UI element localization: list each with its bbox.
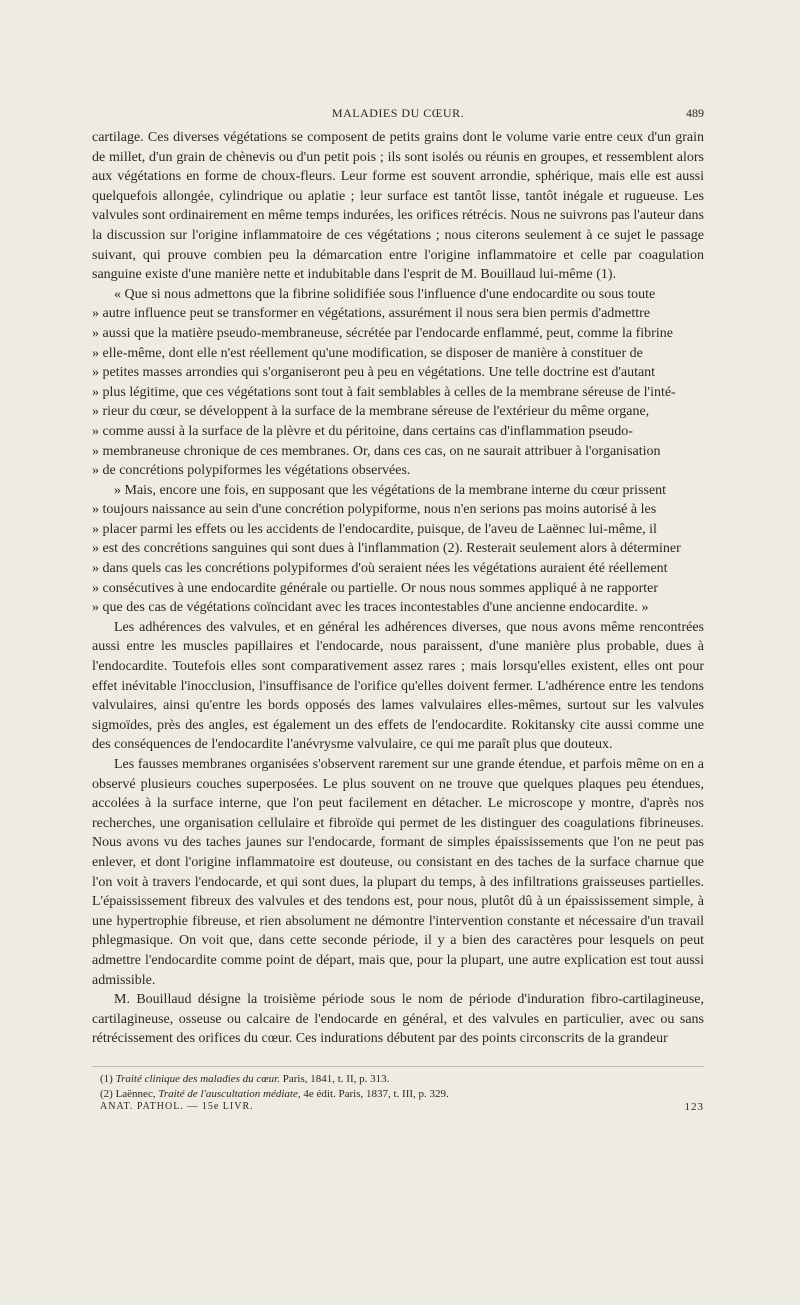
footnote-2: (2) Laënnec, Traité de l'auscultation médiate, 4e édit. Paris, 1837, t. III, p. 329. [100,1088,449,1100]
quote-line: » elle-même, dont elle n'est réellement qu'une modification, se disposer de manière à constituer de [92,345,643,361]
printer-signature [100,1101,704,1117]
paragraph-3: Les fausses membranes organisées s'observent rarement sur une grande étendue, et parfois même on en a observé plusieurs couches superposées. Le plus souvent on ne trouve que quelques plaques peu étendues, accolées à la surface interne, que l'on peut facilement en détacher. Le microscope y montre, d'après nos recherches, une organisation cellulaire et fibroïde qui permet de les distinguer des coagulations fibrineuses. Nous avons vu des taches jaunes sur l'endocarde, formant de simples épaississements que l'on ne peut pas enlever, et dont l'origine inflammatoire est douteuse, ou consistant en des taches de la surface charnue que l'on voit à travers l'endocarde, et qui sont dues, la plupart du temps, à des infiltrations graisseuses partielles. L'épaississement fibreux des valvules et des tendons est, pour nous, plutôt dû à un épaississement simple, à une hypertrophie fibreuse, et rien absolument ne démontre l'intervention constante et nécessaire d'un travail phlegmasique. On voit que, dans cette seconde période, il y a bien des caractères pour lesquels on peut admettre l'endocardite comme point de départ, mais que, pour la plupart, une autre explication est tout aussi admissible. [92,757,704,988]
quote-line: » aussi que la matière pseudo-membraneuse, sécrétée par l'endocarde enflammé, peut, comme la fibrine [92,325,673,341]
footnote-rule [92,1066,704,1067]
paragraph-2: Les adhérences des valvules, et en général les adhérences diverses, que nous avons même rencontrées aussi entre les muscles papillaires et l'endocarde, nous paraissent, d'une manière plus probable, dues à l'endocardite. Toutefois elles sont comparativement assez rares ; mais lorsqu'elles existent, elles ont pour effet inévitable l'inocclusion, l'insuffisance de l'orifice qu'elles doivent fermer. L'adhérence entre les tendons valvulaires, ainsi qu'entre les bords opposés des lames valvulaires elles-mêmes, surtout sur les valvules sigmoïdes, près des angles, est également un des effets de l'endocardite. Rokitansky cite aussi comme une des conséquences de l'endocardite l'anévrysme valvulaire, ce qui me paraît plus que douteux. [92,619,704,753]
paragraph-1: cartilage. Ces diverses végétations se composent de petits grains dont le volume varie entre ceux d'un grain de millet, d'un grain de chènevis ou d'un petit pois ; ils sont isolés ou réunis en groupes, et ressemblent alors aux végétations en forme de choux-fleurs. Leur forme est souvent arrondie, sphérique, mais elle est aussi quelquefois allongée, cylindrique ou aplatie ; leur surface est tantôt lisse, tantôt inégale et rugueuse. Les valvules sont ordinairement en même temps indurées, les orifices rétrécis. Nous ne suivrons pas l'auteur dans la discussion sur l'origine inflammatoire de ces végétations ; nous citerons seulement à ce sujet le passage suivant, qui prouve combien peu la démarcation entre l'origine inflammatoire et celle par coagulation sanguine existe d'une manière nette et indubitable dans l'esprit de M. Bouillaud lui-même (1). [92,130,704,283]
quote-line: » toujours naissance au sein d'une concrétion polypiforme, nous n'en serions pas moins autorisé à les [92,502,657,518]
quotation-1 [92,285,704,481]
footnotes [92,1072,704,1102]
quote-line: » autre influence peut se transformer en végétations, assurément il nous sera bien permis d'admettre [92,306,651,322]
quote-line: » comme aussi à la surface de la plèvre et du péritoine, dans certains cas d'inflammation pseudo- [92,423,633,439]
quote-line: » petites masses arrondies qui s'organiseront peu à peu en végétations. Une telle doctrine est d'autant [92,365,656,381]
footnote-1: (1) Traité clinique des maladies du cœur. Paris, 1841, t. II, p. 313. [100,1073,390,1085]
body-text [92,128,704,1049]
page-number: 489 [686,106,704,120]
quote-line: » est des concrétions sanguines qui sont dues à l'inflammation (2). Resterait seulement alors à déterminer [92,541,681,557]
sheet-number: 123 [684,1101,704,1113]
quote-line: » membraneuse chronique de ces membranes. Or, dans ces cas, on ne saurait attribuer à l'organisation [92,443,661,459]
quote-line: » plus légitime, que ces végétations sont tout à fait semblables à celles de la membrane séreuse de l'inté- [92,384,676,400]
quote-line: » rieur du cœur, se développent à la surface de la membrane séreuse de l'extérieur du même organe, [92,404,650,420]
running-title: MALADIES DU CŒUR. [331,106,465,120]
quote-line: » placer parmi les effets ou les accidents de l'endocardite, puisque, de l'aveu de Laënnec lui-même, il [92,521,657,537]
quote-line: » consécutives à une endocardite générale ou partielle. Or nous nous sommes appliqué à ne rapporter [92,580,659,596]
paragraph-4: M. Bouillaud désigne la troisième période sous le nom de période d'induration fibro-cartilagineuse, cartilagineuse, osseuse ou calcaire de l'endocarde en général, et des valvules en particulier, avec ou sans rétrécissement des orifices du cœur. Ces indurations débutent par des points circonscrits de la grandeur [92,992,704,1047]
quote-line: » de concrétions polypiformes les végétations observées. [92,463,411,479]
page-header [92,106,704,124]
quotation-2 [92,481,704,618]
quote-line: » Mais, encore une fois, en supposant que les végétations de la membrane interne du cœur prissent [114,482,667,498]
signature-mark: ANAT. PATHOL. — 15e LIVR. [100,1101,254,1112]
quote-line: » que des cas de végétations coïncidant avec les traces incontestables d'une ancienne endocardite. » [92,600,649,616]
quote-line: » dans quels cas les concrétions polypiformes d'où seraient nées les végétations auraient été réellement [92,561,668,577]
quote-line: « Que si nous admettons que la fibrine solidifiée sous l'influence d'une endocardite ou sous toute [114,286,656,302]
